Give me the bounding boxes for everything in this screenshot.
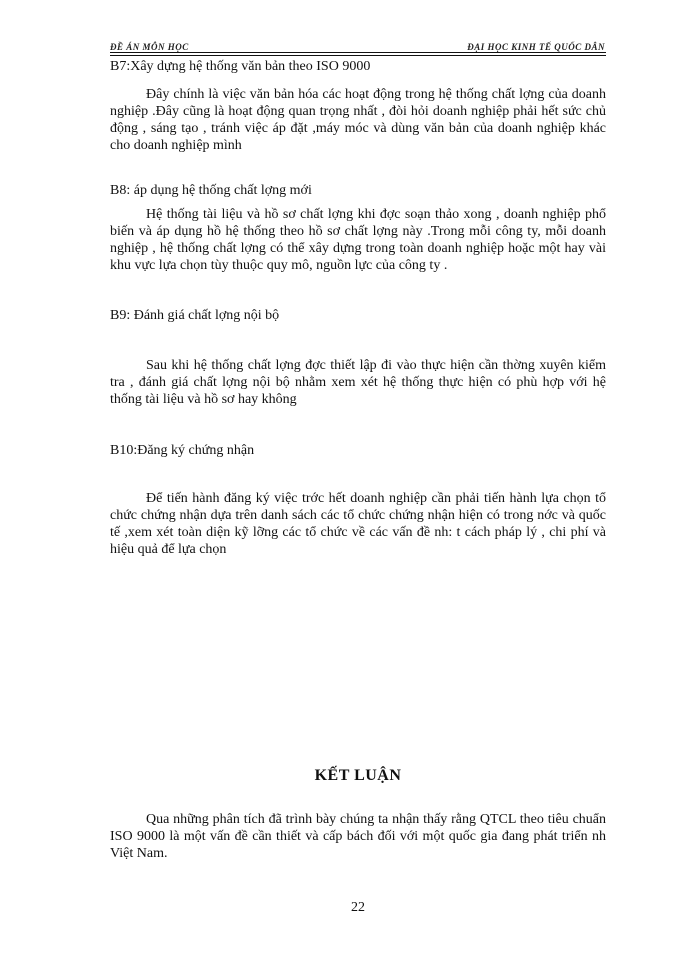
section-paragraph-b10: Để tiến hành đăng ký việc trớc hết doanh nghiệp cần phải tiến hành lựa chọn tổ chức chứng nhận dựa trên danh sách các tổ chức chứng nhận hiện có trong nớc và quốc tế ,xem xét toàn diện kỹ lỡng các tổ chức về các vấn đề nh: t cách pháp lý , chi phí và hiệu quả để lựa chọn bbox=[110, 491, 606, 557]
section-heading-b10: B10:Đăng ký chứng nhận bbox=[110, 443, 255, 458]
header-rule bbox=[110, 52, 606, 53]
document-body bbox=[110, 58, 606, 558]
section-paragraph-b9: Sau khi hệ thống chất lợng đợc thiết lập đi vào thực hiện cần thờng xuyên kiểm tra , đánh giá chất lợng nội bộ nhằm xem xét hệ thống thực hiện có phù hợp với hệ thống tài liệu và hồ sơ hay không bbox=[110, 358, 606, 407]
section-heading-b9: B9: Đánh giá chất lợng nội bộ bbox=[110, 308, 280, 323]
header-rule bbox=[110, 55, 606, 56]
page-header-right: ĐẠI HỌC KINH TẾ QUỐC DÂN bbox=[467, 42, 605, 52]
section-heading-b8: B8: áp dụng hệ thống chất lợng mới bbox=[110, 183, 312, 198]
conclusion-paragraph: Qua những phân tích đã trình bày chúng ta nhận thấy rằng QTCL theo tiêu chuẩn ISO 9000 là một vấn đề cần thiết và cấp bách đối với một quốc gia đang phát triển nh Việt Nam. bbox=[110, 812, 606, 861]
page-header-left: ĐỀ ÁN MÔN HỌC bbox=[110, 42, 189, 52]
conclusion-title: KẾT LUẬN bbox=[314, 767, 402, 784]
section-heading-b7: B7:Xây dựng hệ thống văn bản theo ISO 9000 bbox=[110, 59, 371, 74]
page-number: 22 bbox=[351, 900, 365, 915]
section-paragraph-b7: Đây chính là việc văn bản hóa các hoạt động trong hệ thống chất lợng của doanh nghiệp .Đây cũng là hoạt động quan trọng nhất , đòi hỏi doanh nghiệp phải hết sức chủ động , sáng tạo , tránh việc áp đặt ,máy móc và dùng văn bản của doanh nghiệp khác cho doanh nghiệp mình bbox=[110, 87, 606, 153]
section-paragraph-b8: Hệ thống tài liệu và hồ sơ chất lợng khi đợc soạn thảo xong , doanh nghiệp phổ biến và áp dụng hồ hệ thống theo hồ sơ chất lợng này .Trong mỗi công ty, mỗi doanh nghiệp , hệ thống chất lợng có thể xây dựng trong toàn doanh nghiệp hoặc một hay vài khu vực lựa chọn tùy thuộc quy mô, nguồn lực của công ty . bbox=[110, 207, 606, 273]
